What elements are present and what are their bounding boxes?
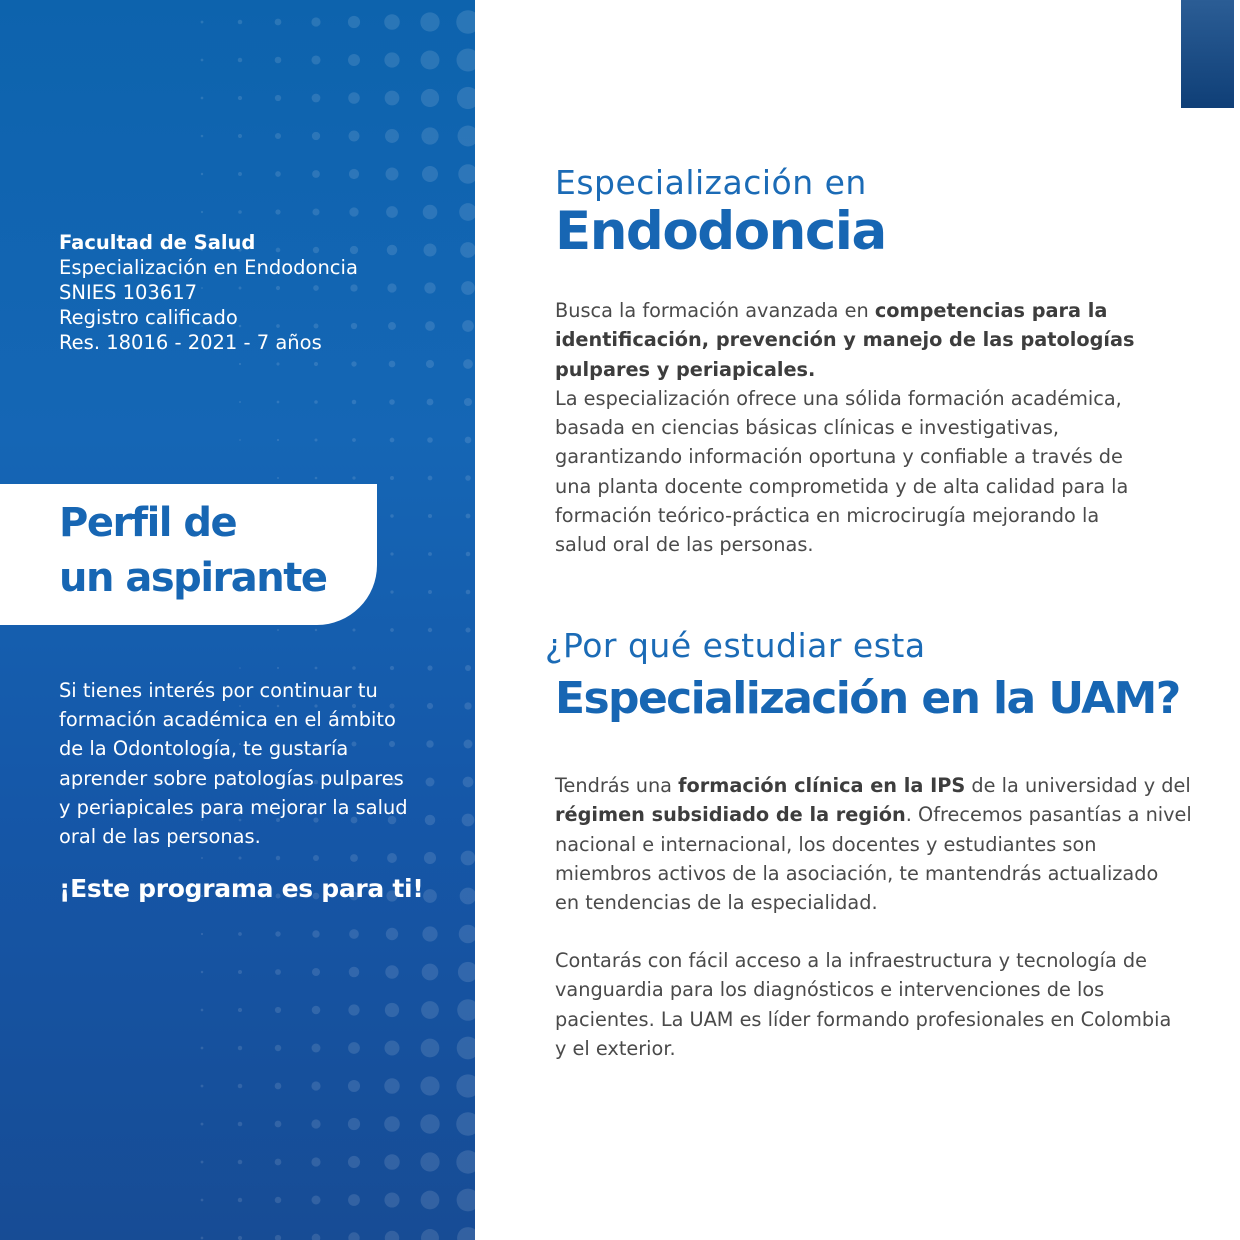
intro-line: una planta docente comprometida y de alta calidad para la [555,474,1129,498]
halftone-dot [238,20,243,25]
why2-line: y el exterior. [555,1036,676,1060]
intro-line: basada en ciencias básicas clínicas e investigativas, [555,416,1060,440]
why1-text: . Ofrecemos pasantías a nivel [905,803,1192,827]
halftone-dot [384,52,399,67]
halftone-dot [275,969,281,975]
program-title: Endodoncia [555,201,886,262]
halftone-dot [238,96,242,100]
halftone-dot [465,665,471,671]
left-panel [0,0,475,1240]
profile-title-line1: Perfil de [59,500,237,546]
halftone-dot [275,1007,281,1013]
halftone-dot [352,476,355,479]
corner-tab [1181,0,1234,108]
halftone-dot [311,1119,320,1128]
halftone-dot [456,48,475,71]
halftone-dot [423,889,437,903]
halftone-dot [275,133,281,139]
halftone-dot [428,476,433,481]
halftone-dot [238,1046,242,1050]
halftone-dot [428,628,432,632]
why1-text: Tendrás una [555,774,679,797]
profile-description [59,676,409,851]
faculty-name: Facultad de Salud [59,231,256,254]
intro-line: garantizando información oportuna y confiable a través de [555,445,1123,469]
halftone-dot [348,1080,360,1092]
halftone-dot [275,57,282,64]
intro-paragraph [555,296,1135,560]
halftone-dot [312,1006,321,1015]
halftone-dot [386,206,398,218]
halftone-dot [275,1083,282,1090]
halftone-dot [348,1004,359,1015]
halftone-dot [352,666,356,670]
profile-line: y periapicales para mejorar la salud [59,795,408,819]
halftone-dot [420,12,439,31]
halftone-dot [311,55,320,64]
halftone-dot [312,1234,321,1240]
halftone-dot [201,1237,204,1240]
halftone-dot [201,173,203,175]
halftone-dot [276,362,279,365]
halftone-dot [238,1122,243,1127]
halftone-dot [348,1232,359,1240]
halftone-dot [349,967,360,978]
profile-line: oral de las personas. [59,825,261,849]
halftone-dot [315,477,318,480]
intro-line: La especialización ofrece una sólida formación académica, [555,386,1122,410]
halftone-dot [428,514,432,518]
halftone-dot [277,439,279,441]
halftone-dot [461,281,475,295]
why-paragraph-2 [555,946,1171,1063]
resolution-text: Res. 18016 - 2021 - 7 años [59,331,322,354]
why2-line: pacientes. La UAM es líder formando profesionales en Colombia [555,1007,1172,1031]
halftone-dot [385,91,400,106]
halftone-dot [314,362,318,366]
halftone-dot [348,1042,360,1054]
why-paragraph-1 [555,771,1192,917]
halftone-dot [428,552,432,556]
halftone-dot [427,399,434,406]
halftone-dot [388,322,396,330]
halftone-dot [421,51,440,70]
registration-label: Registro calificado [59,306,238,329]
halftone-dot [311,1081,320,1090]
halftone-dot [201,1199,204,1202]
halftone-dot [460,242,475,258]
halftone-dot [456,1112,475,1136]
halftone-dot [352,628,355,631]
halftone-dot [238,58,243,63]
halftone-dot [348,54,360,66]
halftone-dot [423,205,438,220]
halftone-dot [238,856,241,859]
halftone-dot [201,1047,204,1050]
halftone-dot [422,964,439,981]
halftone-dot [275,1235,281,1240]
intro-bold: identificación, prevención y manejo de las patologías [555,328,1135,352]
halftone-dot [458,164,475,183]
halftone-dot [424,244,437,257]
halftone-dot [389,399,395,405]
halftone-dot [201,1009,204,1012]
why1-line: en tendencias de la especialidad. [555,891,878,915]
halftone-dot [465,475,471,481]
halftone-dot [457,1037,475,1060]
halftone-dot [275,209,280,214]
halftone-dot [238,134,242,138]
halftone-dot [462,814,475,827]
halftone-dot [277,667,279,669]
halftone-dot [348,1194,360,1206]
profile-line: formación académica en el ámbito [59,708,396,732]
halftone-dot [465,437,472,444]
halftone-dot [201,97,204,100]
halftone-dot [390,438,395,443]
halftone-dot [385,129,399,143]
snies-code: SNIES 103617 [59,281,198,304]
halftone-dot [456,1150,475,1173]
halftone-dot [387,283,396,292]
halftone-dot [239,667,241,669]
halftone-dot [201,59,204,62]
halftone-dot [349,207,358,216]
halftone-dot [201,135,204,138]
halftone-dot [422,166,438,182]
why1-line: miembros activos de la asociación, te mantendrás actualizado [555,861,1159,885]
intro-bold: pulpares y periapicales. [555,357,816,381]
program-name: Especialización en Endodoncia [59,256,358,279]
halftone-dot [275,95,281,101]
halftone-dot [466,552,471,557]
halftone-dot [277,477,279,479]
halftone-dot [312,968,320,976]
why1-bold: régimen subsidiado de la región [555,803,906,827]
profile-title-line2: un aspirante [59,555,327,601]
halftone-dot [428,590,432,594]
halftone-dot [315,667,318,670]
profile-line: Si tienes interés por continuar tu [59,679,378,702]
halftone-dot [460,888,475,905]
halftone-dot [456,10,475,34]
halftone-dot [275,1197,282,1204]
halftone-dot [458,962,475,982]
halftone-dot [424,852,436,864]
halftone-dot [456,1074,475,1097]
halftone-dot [238,172,242,176]
halftone-dot [238,1198,242,1202]
halftone-dot [425,815,436,826]
halftone-dot [277,401,280,404]
intro-bold: competencias para la [874,299,1108,322]
halftone-dot [312,1196,321,1205]
halftone-dot [421,127,438,144]
halftone-dot [459,203,475,221]
halftone-dot [384,14,400,30]
halftone-dot [425,321,435,331]
why-title: Especialización en la UAM? [555,673,1180,724]
halftone-dot [421,1191,440,1210]
profile-line: aprender sobre patologías pulpares [59,766,404,790]
halftone-dot [201,21,204,24]
halftone-dot [426,740,433,747]
halftone-dot [465,627,470,632]
halftone-dot [275,19,282,26]
halftone-dot [348,1156,360,1168]
halftone-dot [384,1040,399,1055]
halftone-dot [389,361,396,368]
halftone-dot [201,857,203,859]
halftone-dot [420,1152,439,1171]
program-header [555,163,867,202]
halftone-dot [352,400,357,405]
halftone-dot [238,970,242,974]
halftone-dot [348,16,360,28]
intro-text: Busca la formación avanzada en [555,299,875,322]
halftone-dot [348,1118,360,1130]
halftone-dot [384,1116,400,1132]
halftone-dot [275,171,281,177]
halftone-dot [312,1044,321,1053]
halftone-dot [466,590,471,595]
halftone-dot [315,629,317,631]
halftone-dot [384,1154,400,1170]
halftone-dot [384,1078,399,1093]
halftone-dot [349,131,360,142]
halftone-dot [312,208,319,215]
halftone-dot [387,245,398,256]
halftone-dot [239,363,241,365]
halftone-dot [239,439,241,441]
halftone-dot [390,628,394,632]
halftone-dot [314,400,318,404]
halftone-dot [421,89,439,107]
halftone-dot [463,359,473,369]
profile-heading-card [0,484,377,625]
why2-line: vanguardia para los diagnósticos e intervenciones de los [555,978,1105,1002]
why1-text: de la universidad y del [965,774,1191,797]
halftone-dot [238,1008,242,1012]
halftone-dot [275,1121,282,1128]
halftone-dot [201,211,203,213]
halftone-dot [421,1039,440,1058]
halftone-dot [458,126,475,147]
halftone-dot [238,1236,242,1240]
halftone-dot [457,999,475,1021]
halftone-dot [427,437,433,443]
halftone-dot [387,853,397,863]
halftone-dot [459,925,475,944]
halftone-dot [275,1159,282,1166]
program-subtitle: Especialización en [555,163,867,202]
halftone-dot [426,778,435,787]
halftone-dot [351,361,356,366]
halftone-dot [201,1085,204,1088]
halftone-dot [348,92,360,104]
halftone-dot [201,1123,204,1126]
halftone-dot [238,1160,243,1165]
halftone-dot [385,1003,399,1017]
halftone-dot [390,666,394,670]
intro-line: formación teórico-práctica en microcirugía mejorando la [555,504,1100,528]
halftone-dot [466,514,471,519]
halftone-dot [276,856,280,860]
halftone-dot [386,168,399,181]
program-info [59,230,358,355]
halftone-dot [457,1189,475,1212]
halftone-dot [461,851,475,866]
halftone-dot [427,703,433,709]
halftone-dot [457,1227,475,1240]
halftone-dot [277,629,279,631]
halftone-dot [311,17,320,26]
halftone-dot [464,740,473,749]
why2-line: Contarás con fácil acceso a la infraestructura y tecnología de [555,949,1148,972]
halftone-dot [275,931,280,936]
halftone-dot [422,926,437,941]
halftone-dot [420,1114,439,1133]
why1-bold: formación clínica en la IPS [678,774,966,797]
halftone-dot [314,438,317,441]
halftone-dot [390,476,394,480]
halftone-dot [385,1231,399,1240]
halftone-dot [427,665,432,670]
program-title-wrap [555,201,886,262]
halftone-dot [390,590,393,593]
halftone-dot [238,932,242,936]
intro-line: salud oral de las personas. [555,533,814,557]
halftone-dot [421,1229,439,1240]
halftone-dot [421,1001,439,1019]
halftone-dot [426,360,434,368]
halftone-dot [275,1045,282,1052]
halftone-dot [350,854,358,862]
why-subtitle: ¿Por qué estudiar esta [545,626,926,665]
halftone-dot [349,169,359,179]
halftone-dot [312,930,319,937]
why-title-wrap [555,673,1180,724]
halftone-dot [463,777,474,788]
halftone-dot [311,1157,320,1166]
why1-line: nacional e internacional, los docentes y estudiantes son [555,832,1097,856]
halftone-dot [239,401,241,403]
halftone-dot [201,1161,204,1164]
halftone-dot [349,929,359,939]
halftone-dot [390,514,393,517]
halftone-dot [462,320,474,332]
profile-line: de la Odontología, te gustaría [59,737,349,761]
halftone-dot [312,170,320,178]
halftone-dot [386,928,398,940]
halftone-dot [390,552,393,555]
halftone-dot [424,282,435,293]
halftone-dot [464,398,472,406]
halftone-dot [201,933,203,935]
cta-text: ¡Este programa es para ti! [59,874,424,903]
halftone-dot [385,965,398,978]
halftone-dot [464,702,471,709]
halftone-dot [457,87,475,109]
halftone-dot [238,1084,243,1089]
halftone-dot [313,855,319,861]
halftone-dot [312,132,320,140]
halftone-dot [201,971,204,974]
halftone-dot [384,1192,399,1207]
halftone-dot [420,1076,439,1095]
halftone-dot [312,94,321,103]
halftone-dot [352,438,356,442]
why-header [545,626,926,665]
halftone-dot [238,210,242,214]
